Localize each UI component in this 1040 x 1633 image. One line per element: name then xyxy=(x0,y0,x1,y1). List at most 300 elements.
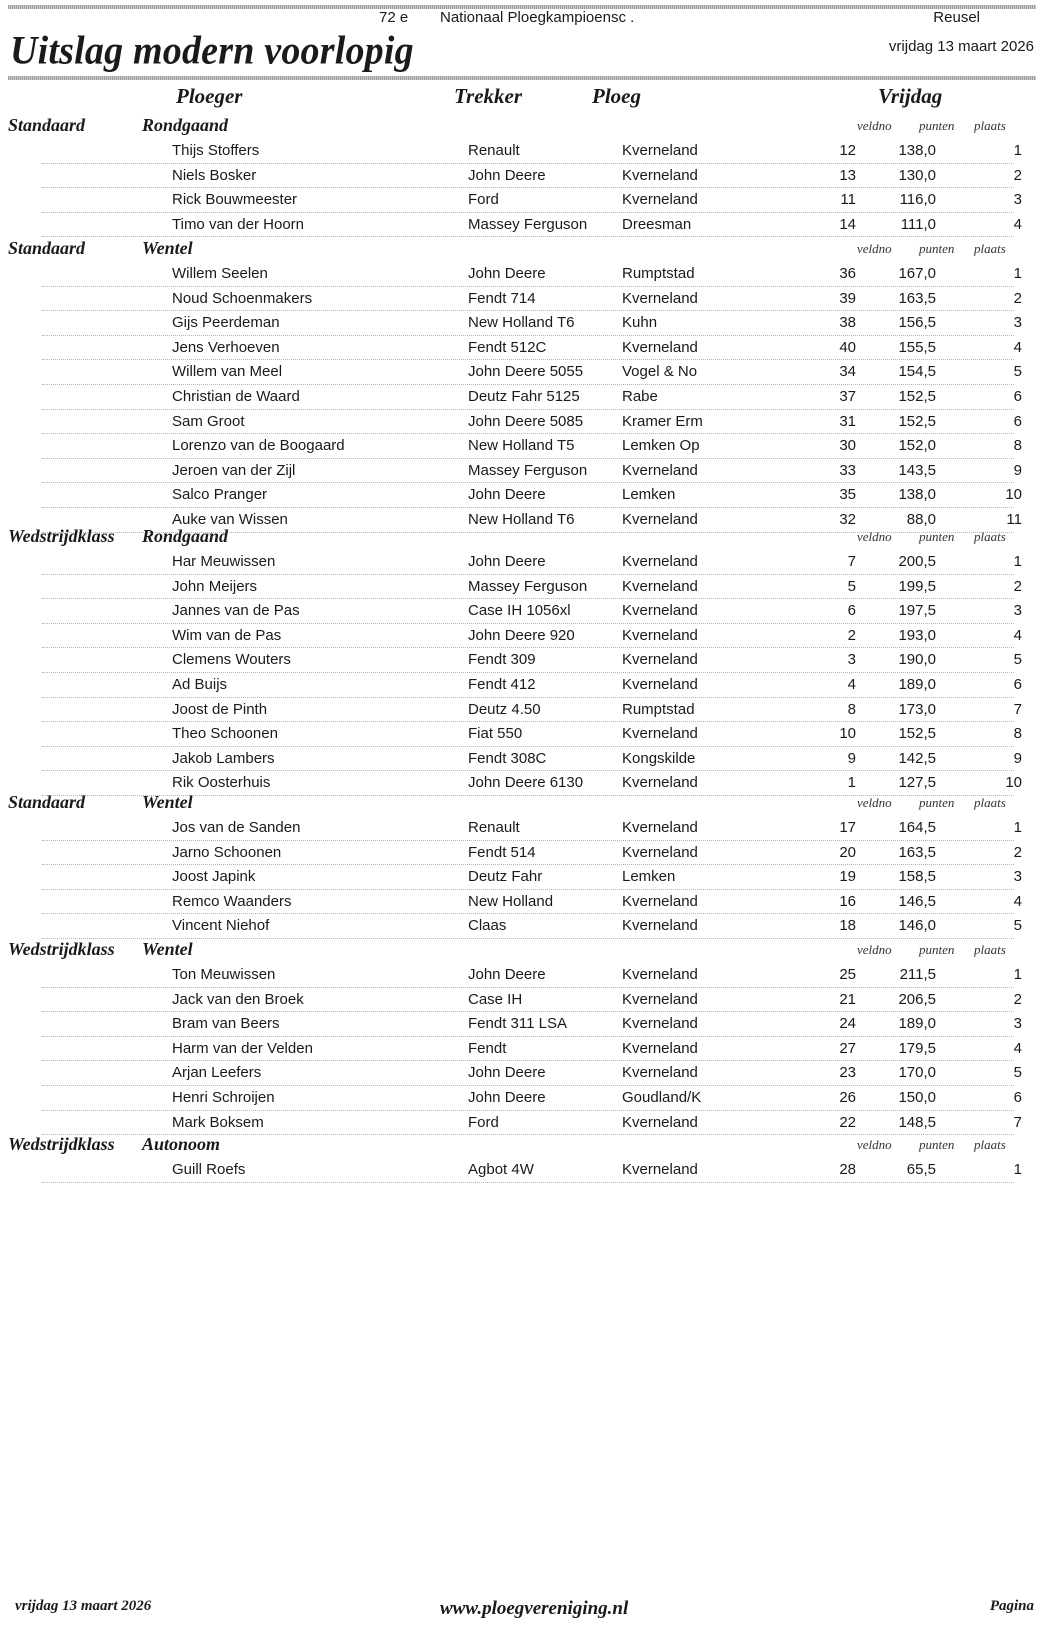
punten-cell: 152,5 xyxy=(898,387,936,405)
page-title: Uitslag modern voorlopig xyxy=(10,29,414,74)
punten-cell: 130,0 xyxy=(898,166,936,184)
result-row xyxy=(42,1037,1022,1062)
punten-cell: 146,5 xyxy=(898,892,936,910)
plaats-cell: 1 xyxy=(1013,819,1022,836)
ploeg-cell: Rumptstad xyxy=(622,700,695,718)
result-row xyxy=(42,890,1022,915)
section-type: Rondgaand xyxy=(142,115,229,135)
plaats-cell: 5 xyxy=(1013,363,1022,381)
ploeger-name: Harm van der Velden xyxy=(172,1039,313,1057)
veldno-cell: 37 xyxy=(839,387,856,405)
veldno-cell: 36 xyxy=(839,265,856,282)
veldno-cell: 32 xyxy=(839,510,856,528)
veldno-cell: 3 xyxy=(847,651,856,669)
plaats-cell: 1 xyxy=(1013,265,1022,282)
veldno-cell: 1 xyxy=(847,774,856,792)
section-header xyxy=(0,791,1040,816)
trekker-cell: Massey Ferguson xyxy=(468,461,588,479)
ploeger-name: Willem van Meel xyxy=(172,363,283,381)
ploeger-name: Salco Pranger xyxy=(172,486,268,504)
veldno-cell: 24 xyxy=(839,1015,856,1033)
subheader-veldno: veldno xyxy=(857,942,892,957)
ploeg-cell: Kongskilde xyxy=(622,749,696,767)
result-row xyxy=(42,139,1022,164)
trekker-cell: John Deere xyxy=(468,1064,546,1082)
ploeger-name: Willem Seelen xyxy=(172,265,268,282)
result-row xyxy=(42,459,1022,484)
subheader-plaats: plaats xyxy=(974,529,1006,544)
punten-cell: 154,5 xyxy=(898,363,936,381)
footer-date: vrijdag 13 maart 2026 xyxy=(15,1598,152,1614)
veldno-cell: 7 xyxy=(847,553,856,570)
ploeg-cell: Kverneland xyxy=(622,1015,698,1033)
plaats-cell: 4 xyxy=(1013,1039,1022,1057)
ploeger-name: Remco Waanders xyxy=(172,892,292,910)
subheader-punten: punten xyxy=(919,118,955,133)
veldno-cell: 10 xyxy=(839,725,856,743)
ploeg-cell: Rumptstad xyxy=(622,265,695,282)
veldno-cell: 33 xyxy=(839,461,856,479)
ploeg-cell: Kverneland xyxy=(622,892,698,910)
result-row xyxy=(42,1061,1022,1086)
ploeg-cell: Kverneland xyxy=(622,510,698,528)
edition-number: 72 e xyxy=(379,9,409,26)
event-name: Nationaal Ploegkampioensc . xyxy=(440,9,635,26)
punten-cell: 142,5 xyxy=(898,749,936,767)
plaats-cell: 9 xyxy=(1013,749,1022,767)
result-row xyxy=(42,599,1022,624)
column-header-day: Vrijdag xyxy=(878,84,943,108)
ploeg-cell: Lemken Op xyxy=(622,437,700,455)
plaats-cell: 1 xyxy=(1013,553,1022,570)
ploeg-cell: Lemken xyxy=(622,868,676,886)
ploeg-cell: Kverneland xyxy=(622,990,698,1008)
subheader-punten: punten xyxy=(919,795,955,810)
trekker-cell: John Deere 920 xyxy=(468,626,575,644)
ploeg-cell: Rabe xyxy=(622,387,658,405)
plaats-cell: 4 xyxy=(1013,626,1022,644)
ploeg-cell: Kverneland xyxy=(622,602,698,620)
plaats-cell: 10 xyxy=(1005,486,1022,504)
punten-cell: 164,5 xyxy=(898,819,936,836)
trekker-cell: Agbot 4W xyxy=(468,1161,534,1178)
ploeger-name: Wim van de Pas xyxy=(172,626,282,644)
veldno-cell: 22 xyxy=(839,1113,856,1131)
result-row xyxy=(42,483,1022,508)
veldno-cell: 14 xyxy=(839,215,856,233)
veldno-cell: 16 xyxy=(839,892,856,910)
result-row xyxy=(42,963,1022,988)
section-class: Standaard xyxy=(8,115,86,135)
veldno-cell: 28 xyxy=(839,1161,856,1178)
column-header-ploeger: Ploeger xyxy=(176,84,243,108)
ploeg-cell: Kverneland xyxy=(622,774,698,792)
punten-cell: 148,5 xyxy=(898,1113,936,1131)
punten-cell: 155,5 xyxy=(898,338,936,356)
result-row xyxy=(42,336,1022,361)
punten-cell: 200,5 xyxy=(898,553,936,570)
ploeger-name: Ad Buijs xyxy=(172,675,228,693)
plaats-cell: 6 xyxy=(1013,1088,1022,1106)
ploeg-cell: Kverneland xyxy=(622,917,698,935)
section-header xyxy=(0,938,1040,963)
result-row xyxy=(42,188,1022,213)
trekker-cell: Fendt xyxy=(468,1039,507,1057)
punten-cell: 116,0 xyxy=(899,191,936,209)
subheader-veldno: veldno xyxy=(857,1137,892,1152)
header-rule xyxy=(8,76,1036,80)
ploeg-cell: Kverneland xyxy=(622,675,698,693)
section-class: Wedstrijdklass xyxy=(8,1134,115,1154)
punten-cell: 65,5 xyxy=(906,1161,936,1178)
punten-cell: 158,5 xyxy=(898,868,936,886)
ploeger-name: Ton Meuwissen xyxy=(172,966,276,983)
punten-cell: 199,5 xyxy=(898,577,936,595)
ploeger-name: Joost de Pinth xyxy=(172,700,268,718)
trekker-cell: Renault xyxy=(468,819,520,836)
plaats-cell: 4 xyxy=(1013,892,1022,910)
ploeger-name: Joost Japink xyxy=(172,868,256,886)
ploeger-name: Rik Oosterhuis xyxy=(172,774,271,792)
punten-cell: 88,0 xyxy=(906,510,936,528)
ploeg-cell: Kverneland xyxy=(622,577,698,595)
ploeger-name: Jarno Schoonen xyxy=(172,843,282,861)
trekker-cell: Claas xyxy=(468,917,507,935)
result-row xyxy=(42,698,1022,723)
trekker-cell: Fiat 550 xyxy=(468,725,523,743)
footer-website: www.ploegvereniging.nl xyxy=(440,1598,629,1619)
veldno-cell: 8 xyxy=(847,700,856,718)
ploeger-name: John Meijers xyxy=(172,577,258,595)
result-row xyxy=(42,747,1022,772)
trekker-cell: Fendt 512C xyxy=(468,338,547,356)
section-class: Wedstrijdklass xyxy=(8,526,115,546)
ploeg-cell: Kverneland xyxy=(622,626,698,644)
trekker-cell: Fendt 311 LSA xyxy=(468,1015,567,1033)
section-class: Standaard xyxy=(8,238,86,258)
ploeg-cell: Kverneland xyxy=(622,553,698,570)
punten-cell: 193,0 xyxy=(898,626,936,644)
ploeger-name: Jakob Lambers xyxy=(172,749,275,767)
results-section xyxy=(0,114,1040,237)
punten-cell: 152,0 xyxy=(898,437,936,455)
trekker-cell: Deutz 4.50 xyxy=(468,700,541,718)
result-row xyxy=(42,722,1022,747)
result-row xyxy=(42,673,1022,698)
subheader-plaats: plaats xyxy=(974,118,1006,133)
result-row xyxy=(42,1158,1022,1183)
column-header-ploeg: Ploeg xyxy=(592,84,641,108)
trekker-cell: John Deere 5085 xyxy=(468,412,584,430)
ploeger-name: Gijs Peerdeman xyxy=(172,314,280,332)
result-row xyxy=(42,360,1022,385)
section-header xyxy=(0,237,1040,262)
results-section xyxy=(0,237,1040,533)
trekker-cell: Ford xyxy=(468,1113,499,1131)
ploeger-name: Henri Schroijen xyxy=(172,1088,275,1106)
ploeg-cell: Dreesman xyxy=(622,215,692,233)
ploeger-name: Thijs Stoffers xyxy=(172,142,260,159)
veldno-cell: 9 xyxy=(847,749,856,767)
plaats-cell: 1 xyxy=(1013,1161,1022,1178)
trekker-cell: Renault xyxy=(468,142,520,159)
result-row xyxy=(42,164,1022,189)
veldno-cell: 34 xyxy=(839,363,856,381)
result-row xyxy=(42,385,1022,410)
trekker-cell: Fendt 714 xyxy=(468,289,536,307)
veldno-cell: 40 xyxy=(839,338,856,356)
veldno-cell: 11 xyxy=(840,191,856,209)
plaats-cell: 7 xyxy=(1013,700,1022,718)
ploeg-cell: Kverneland xyxy=(622,191,698,209)
punten-cell: 138,0 xyxy=(898,142,936,159)
subheader-punten: punten xyxy=(919,529,955,544)
punten-cell: 163,5 xyxy=(898,289,936,307)
plaats-cell: 8 xyxy=(1013,725,1022,743)
trekker-cell: Fendt 308C xyxy=(468,749,547,767)
ploeger-name: Jack van den Broek xyxy=(172,990,304,1008)
plaats-cell: 4 xyxy=(1013,338,1022,356)
ploeger-name: Noud Schoenmakers xyxy=(172,289,313,307)
veldno-cell: 6 xyxy=(847,602,856,620)
ploeg-cell: Kverneland xyxy=(622,725,698,743)
punten-cell: 190,0 xyxy=(898,651,936,669)
trekker-cell: Massey Ferguson xyxy=(468,215,588,233)
trekker-cell: John Deere xyxy=(468,966,546,983)
punten-cell: 189,0 xyxy=(898,675,936,693)
punten-cell: 146,0 xyxy=(898,917,936,935)
trekker-cell: John Deere xyxy=(468,486,546,504)
trekker-cell: John Deere xyxy=(468,1088,546,1106)
plaats-cell: 2 xyxy=(1013,166,1022,184)
trekker-cell: New Holland T6 xyxy=(468,510,575,528)
ploeg-cell: Kverneland xyxy=(622,819,698,836)
plaats-cell: 1 xyxy=(1013,142,1022,159)
ploeg-cell: Kverneland xyxy=(622,966,698,983)
subheader-veldno: veldno xyxy=(857,529,892,544)
ploeg-cell: Kverneland xyxy=(622,1064,698,1082)
ploeger-name: Arjan Leefers xyxy=(172,1064,262,1082)
ploeger-name: Lorenzo van de Boogaard xyxy=(172,437,345,455)
ploeg-cell: Kverneland xyxy=(622,461,698,479)
result-row xyxy=(42,1012,1022,1037)
veldno-cell: 4 xyxy=(847,675,856,693)
ploeger-name: Har Meuwissen xyxy=(172,553,276,570)
punten-cell: 150,0 xyxy=(898,1088,936,1106)
section-class: Standaard xyxy=(8,792,86,812)
plaats-cell: 6 xyxy=(1013,412,1022,430)
result-row xyxy=(42,575,1022,600)
veldno-cell: 17 xyxy=(839,819,856,836)
ploeger-name: Auke van Wissen xyxy=(172,510,288,528)
subheader-veldno: veldno xyxy=(857,118,892,133)
trekker-cell: John Deere xyxy=(468,265,546,282)
ploeger-name: Guill Roefs xyxy=(172,1161,246,1178)
ploeg-cell: Vogel & No xyxy=(622,363,698,381)
plaats-cell: 5 xyxy=(1013,651,1022,669)
plaats-cell: 7 xyxy=(1013,1113,1022,1131)
plaats-cell: 3 xyxy=(1013,314,1022,332)
result-row xyxy=(42,988,1022,1013)
plaats-cell: 5 xyxy=(1013,917,1022,935)
section-type: Autonoom xyxy=(142,1134,221,1154)
veldno-cell: 20 xyxy=(839,843,856,861)
veldno-cell: 21 xyxy=(839,990,856,1008)
result-row xyxy=(42,1111,1022,1136)
result-row xyxy=(42,287,1022,312)
plaats-cell: 4 xyxy=(1013,215,1022,233)
veldno-cell: 13 xyxy=(839,166,856,184)
result-row xyxy=(42,311,1022,336)
punten-cell: 156,5 xyxy=(898,314,936,332)
veldno-cell: 31 xyxy=(839,412,856,430)
plaats-cell: 11 xyxy=(1006,510,1022,528)
veldno-cell: 26 xyxy=(839,1088,856,1106)
subheader-punten: punten xyxy=(919,1137,955,1152)
trekker-cell: Fendt 412 xyxy=(468,675,536,693)
section-type: Rondgaand xyxy=(142,526,229,546)
results-section xyxy=(0,938,1040,1135)
subheader-veldno: veldno xyxy=(857,795,892,810)
ploeg-cell: Kramer Erm xyxy=(622,412,703,430)
plaats-cell: 2 xyxy=(1013,577,1022,595)
punten-cell: 152,5 xyxy=(898,725,936,743)
punten-cell: 197,5 xyxy=(898,602,936,620)
ploeger-name: Niels Bosker xyxy=(172,166,257,184)
veldno-cell: 5 xyxy=(847,577,856,595)
punten-cell: 189,0 xyxy=(898,1015,936,1033)
section-header xyxy=(0,114,1040,139)
ploeg-cell: Kverneland xyxy=(622,1161,698,1178)
punten-cell: 167,0 xyxy=(898,265,936,282)
plaats-cell: 1 xyxy=(1013,966,1022,983)
section-type: Wentel xyxy=(142,238,193,258)
punten-cell: 211,5 xyxy=(899,966,936,983)
plaats-cell: 2 xyxy=(1013,289,1022,307)
result-row xyxy=(42,1086,1022,1111)
subheader-plaats: plaats xyxy=(974,1137,1006,1152)
results-section xyxy=(0,1133,1040,1183)
punten-cell: 206,5 xyxy=(898,990,936,1008)
ploeg-cell: Kverneland xyxy=(622,289,698,307)
plaats-cell: 3 xyxy=(1013,191,1022,209)
result-row xyxy=(42,914,1022,939)
trekker-cell: Fendt 309 xyxy=(468,651,536,669)
ploeg-cell: Kverneland xyxy=(622,1039,698,1057)
plaats-cell: 8 xyxy=(1013,437,1022,455)
ploeger-name: Bram van Beers xyxy=(172,1015,280,1033)
result-row xyxy=(42,550,1022,575)
plaats-cell: 6 xyxy=(1013,675,1022,693)
veldno-cell: 2 xyxy=(847,626,856,644)
subheader-plaats: plaats xyxy=(974,942,1006,957)
event-date: vrijdag 13 maart 2026 xyxy=(888,38,1034,55)
trekker-cell: New Holland T5 xyxy=(468,437,575,455)
veldno-cell: 27 xyxy=(839,1039,856,1057)
subheader-punten: punten xyxy=(919,241,955,256)
trekker-cell: Case IH 1056xl xyxy=(468,602,571,620)
trekker-cell: John Deere 6130 xyxy=(468,774,584,792)
plaats-cell: 2 xyxy=(1013,990,1022,1008)
event-location: Reusel xyxy=(933,9,980,26)
ploeger-name: Theo Schoonen xyxy=(172,725,278,743)
veldno-cell: 12 xyxy=(839,142,856,159)
ploeger-name: Mark Boksem xyxy=(172,1113,264,1131)
section-type: Wentel xyxy=(142,939,193,959)
section-header xyxy=(0,525,1040,550)
ploeg-cell: Kverneland xyxy=(622,1113,698,1131)
section-class: Wedstrijdklass xyxy=(8,939,115,959)
ploeger-name: Timo van der Hoorn xyxy=(172,215,304,233)
plaats-cell: 9 xyxy=(1013,461,1022,479)
veldno-cell: 19 xyxy=(839,868,856,886)
trekker-cell: Ford xyxy=(468,191,499,209)
section-header xyxy=(0,1133,1040,1158)
trekker-cell: John Deere xyxy=(468,166,546,184)
plaats-cell: 6 xyxy=(1013,387,1022,405)
result-row xyxy=(42,262,1022,287)
result-row xyxy=(42,624,1022,649)
trekker-cell: New Holland xyxy=(468,892,554,910)
punten-cell: 170,0 xyxy=(898,1064,936,1082)
results-section xyxy=(0,525,1040,796)
trekker-cell: Deutz Fahr 5125 xyxy=(468,387,580,405)
footer-page: Pagina xyxy=(989,1598,1034,1614)
ploeger-name: Vincent Niehof xyxy=(172,917,270,935)
plaats-cell: 10 xyxy=(1005,774,1022,792)
subheader-plaats: plaats xyxy=(974,795,1006,810)
veldno-cell: 39 xyxy=(839,289,856,307)
veldno-cell: 35 xyxy=(839,486,856,504)
punten-cell: 143,5 xyxy=(898,461,936,479)
ploeg-cell: Kverneland xyxy=(622,166,698,184)
trekker-cell: Massey Ferguson xyxy=(468,577,588,595)
result-row xyxy=(42,648,1022,673)
section-type: Wentel xyxy=(142,792,193,812)
plaats-cell: 3 xyxy=(1013,602,1022,620)
punten-cell: 111,0 xyxy=(900,215,936,233)
ploeger-name: Jannes van de Pas xyxy=(172,602,300,620)
ploeg-cell: Kverneland xyxy=(622,142,698,159)
column-header-trekker: Trekker xyxy=(454,84,523,108)
punten-cell: 138,0 xyxy=(898,486,936,504)
punten-cell: 127,5 xyxy=(898,774,936,792)
plaats-cell: 3 xyxy=(1013,868,1022,886)
plaats-cell: 3 xyxy=(1013,1015,1022,1033)
result-row xyxy=(42,410,1022,435)
ploeger-name: Jos van de Sanden xyxy=(172,819,301,836)
trekker-cell: New Holland T6 xyxy=(468,314,575,332)
ploeg-cell: Lemken xyxy=(622,486,676,504)
veldno-cell: 23 xyxy=(839,1064,856,1082)
punten-cell: 173,0 xyxy=(898,700,936,718)
ploeg-cell: Kuhn xyxy=(622,314,658,332)
result-row xyxy=(42,865,1022,890)
ploeger-name: Jeroen van der Zijl xyxy=(172,461,296,479)
ploeg-cell: Kverneland xyxy=(622,843,698,861)
result-row xyxy=(42,841,1022,866)
ploeger-name: Clemens Wouters xyxy=(172,651,291,669)
ploeger-name: Jens Verhoeven xyxy=(172,338,280,356)
trekker-cell: John Deere 5055 xyxy=(468,363,584,381)
trekker-cell: Fendt 514 xyxy=(468,843,536,861)
result-row xyxy=(42,213,1022,238)
subheader-veldno: veldno xyxy=(857,241,892,256)
punten-cell: 179,5 xyxy=(898,1039,936,1057)
trekker-cell: Deutz Fahr xyxy=(468,868,543,886)
punten-cell: 152,5 xyxy=(898,412,936,430)
ploeg-cell: Kverneland xyxy=(622,338,698,356)
